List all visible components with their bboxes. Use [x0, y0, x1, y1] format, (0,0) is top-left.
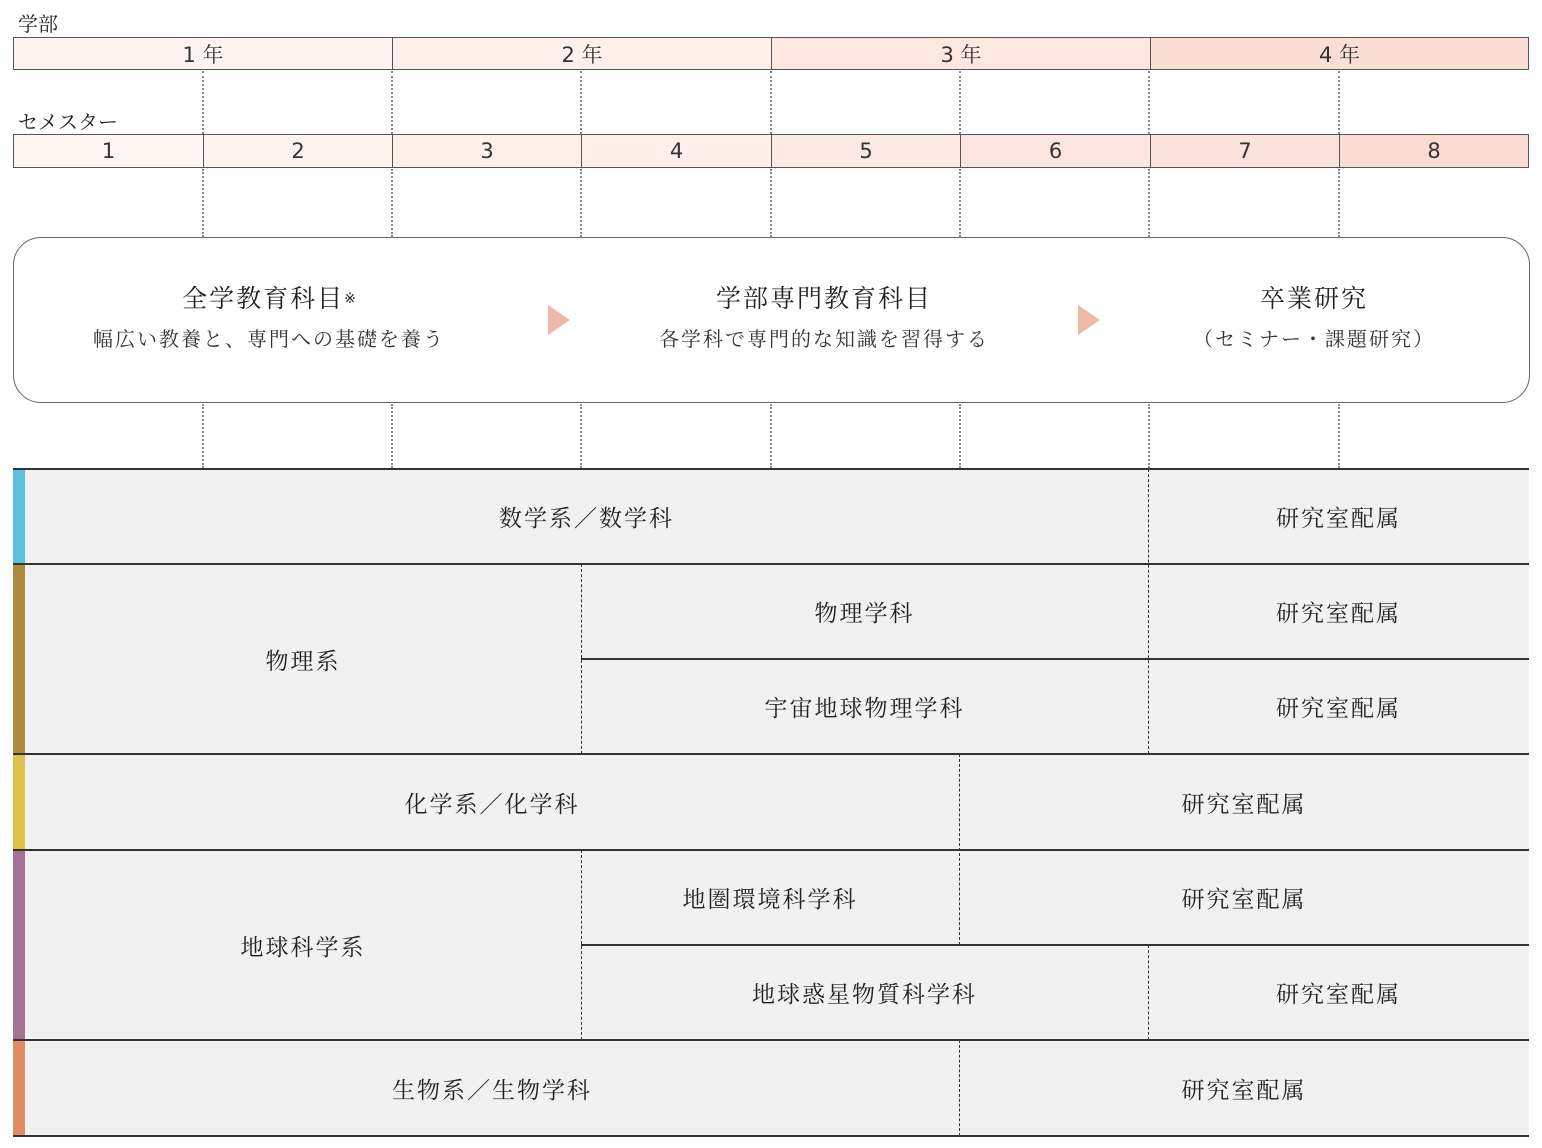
column-separator	[959, 754, 960, 945]
guide-line	[391, 71, 393, 134]
earth-planetary-materials-lab-assignment: 研究室配属	[1148, 945, 1529, 1040]
gakubu-label: 学部	[18, 12, 58, 36]
physics-program: 物理系	[25, 564, 581, 754]
guide-line	[959, 404, 961, 468]
year-cell-3: 3 年	[771, 37, 1151, 70]
biology-program: 生物系／生物学科	[25, 1040, 959, 1136]
flow-graduation-research	[1124, 283, 1504, 352]
column-separator	[1148, 469, 1149, 754]
guide-line	[959, 169, 961, 237]
semester-cell-1: 1	[13, 134, 204, 168]
column-separator	[1148, 945, 1149, 1040]
geosphere-environment-department: 地圏環境科学科	[581, 850, 959, 945]
physics-color-strip	[13, 564, 25, 754]
guide-line	[202, 404, 204, 468]
flow-subtitle: 各学科で専門的な知識を習得する	[659, 327, 989, 351]
semester-label: セメスター	[18, 110, 118, 134]
guide-line	[580, 404, 582, 468]
year-cell-1: 1 年	[13, 37, 393, 70]
semester-cell-6: 6	[960, 134, 1151, 168]
column-separator	[581, 564, 582, 754]
space-earth-physics-department: 宇宙地球物理学科	[581, 659, 1148, 754]
flow-major-courses	[614, 283, 1034, 352]
guide-line	[391, 169, 393, 237]
row-border	[13, 563, 1529, 565]
guide-line	[1148, 169, 1150, 237]
guide-line	[1148, 71, 1150, 134]
math-program: 数学系／数学科	[25, 469, 1148, 564]
physics-department: 物理学科	[581, 564, 1148, 659]
flow-subtitle: 幅広い教養と、専門への基礎を養う	[93, 327, 445, 351]
guide-line	[959, 71, 961, 134]
row-border	[13, 849, 1529, 851]
guide-line	[202, 71, 204, 134]
semester-cell-4: 4	[581, 134, 772, 168]
flow-title: 卒業研究	[1259, 284, 1368, 313]
chemistry-color-strip	[13, 754, 25, 850]
guide-line	[391, 404, 393, 468]
year-cell-2: 2 年	[392, 37, 772, 70]
semester-cell-5: 5	[771, 134, 961, 168]
arrow-right-icon	[548, 305, 570, 335]
note-mark: ※	[344, 291, 356, 307]
chemistry-program: 化学系／化学科	[25, 754, 959, 850]
geosphere-environment-lab-assignment: 研究室配属	[959, 850, 1529, 945]
column-separator	[959, 1040, 960, 1136]
guide-line	[770, 169, 772, 237]
semester-cell-8: 8	[1339, 134, 1529, 168]
guide-line	[580, 169, 582, 237]
guide-line	[580, 71, 582, 134]
guide-line	[202, 169, 204, 237]
arrow-right-icon	[1078, 305, 1100, 335]
guide-line	[770, 404, 772, 468]
row-border	[13, 753, 1529, 755]
biology-lab-assignment: 研究室配属	[959, 1040, 1529, 1136]
year-cell-4: 4 年	[1150, 37, 1529, 70]
chemistry-lab-assignment: 研究室配属	[959, 754, 1529, 850]
semester-cell-7: 7	[1150, 134, 1340, 168]
flow-subtitle: （セミナー・課題研究）	[1193, 327, 1435, 351]
semester-cell-3: 3	[392, 134, 582, 168]
math-lab-assignment: 研究室配属	[1148, 469, 1529, 564]
curriculum-flow-box	[13, 237, 1530, 403]
column-separator	[581, 850, 582, 1040]
physics-lab-assignment: 研究室配属	[1148, 564, 1529, 659]
flow-title: 学部専門教育科目	[715, 284, 932, 313]
guide-line	[1338, 169, 1340, 237]
earth-planetary-materials-department: 地球惑星物質科学科	[581, 945, 1148, 1040]
row-border	[13, 1039, 1529, 1041]
guide-line	[1148, 404, 1150, 468]
math-color-strip	[13, 469, 25, 564]
row-border	[581, 658, 1529, 660]
space-earth-physics-lab-assignment: 研究室配属	[1148, 659, 1529, 754]
biology-color-strip	[13, 1040, 25, 1136]
row-border	[13, 468, 1529, 470]
flow-title: 全学教育科目※	[182, 284, 356, 313]
earth-science-program: 地球科学系	[25, 850, 581, 1040]
earth-science-color-strip	[13, 850, 25, 1040]
guide-line	[1338, 71, 1340, 134]
row-border	[581, 944, 1529, 946]
guide-line	[770, 71, 772, 134]
flow-general-education	[54, 283, 484, 352]
semester-cell-2: 2	[203, 134, 393, 168]
row-border	[13, 1135, 1529, 1137]
guide-line	[1338, 404, 1340, 468]
